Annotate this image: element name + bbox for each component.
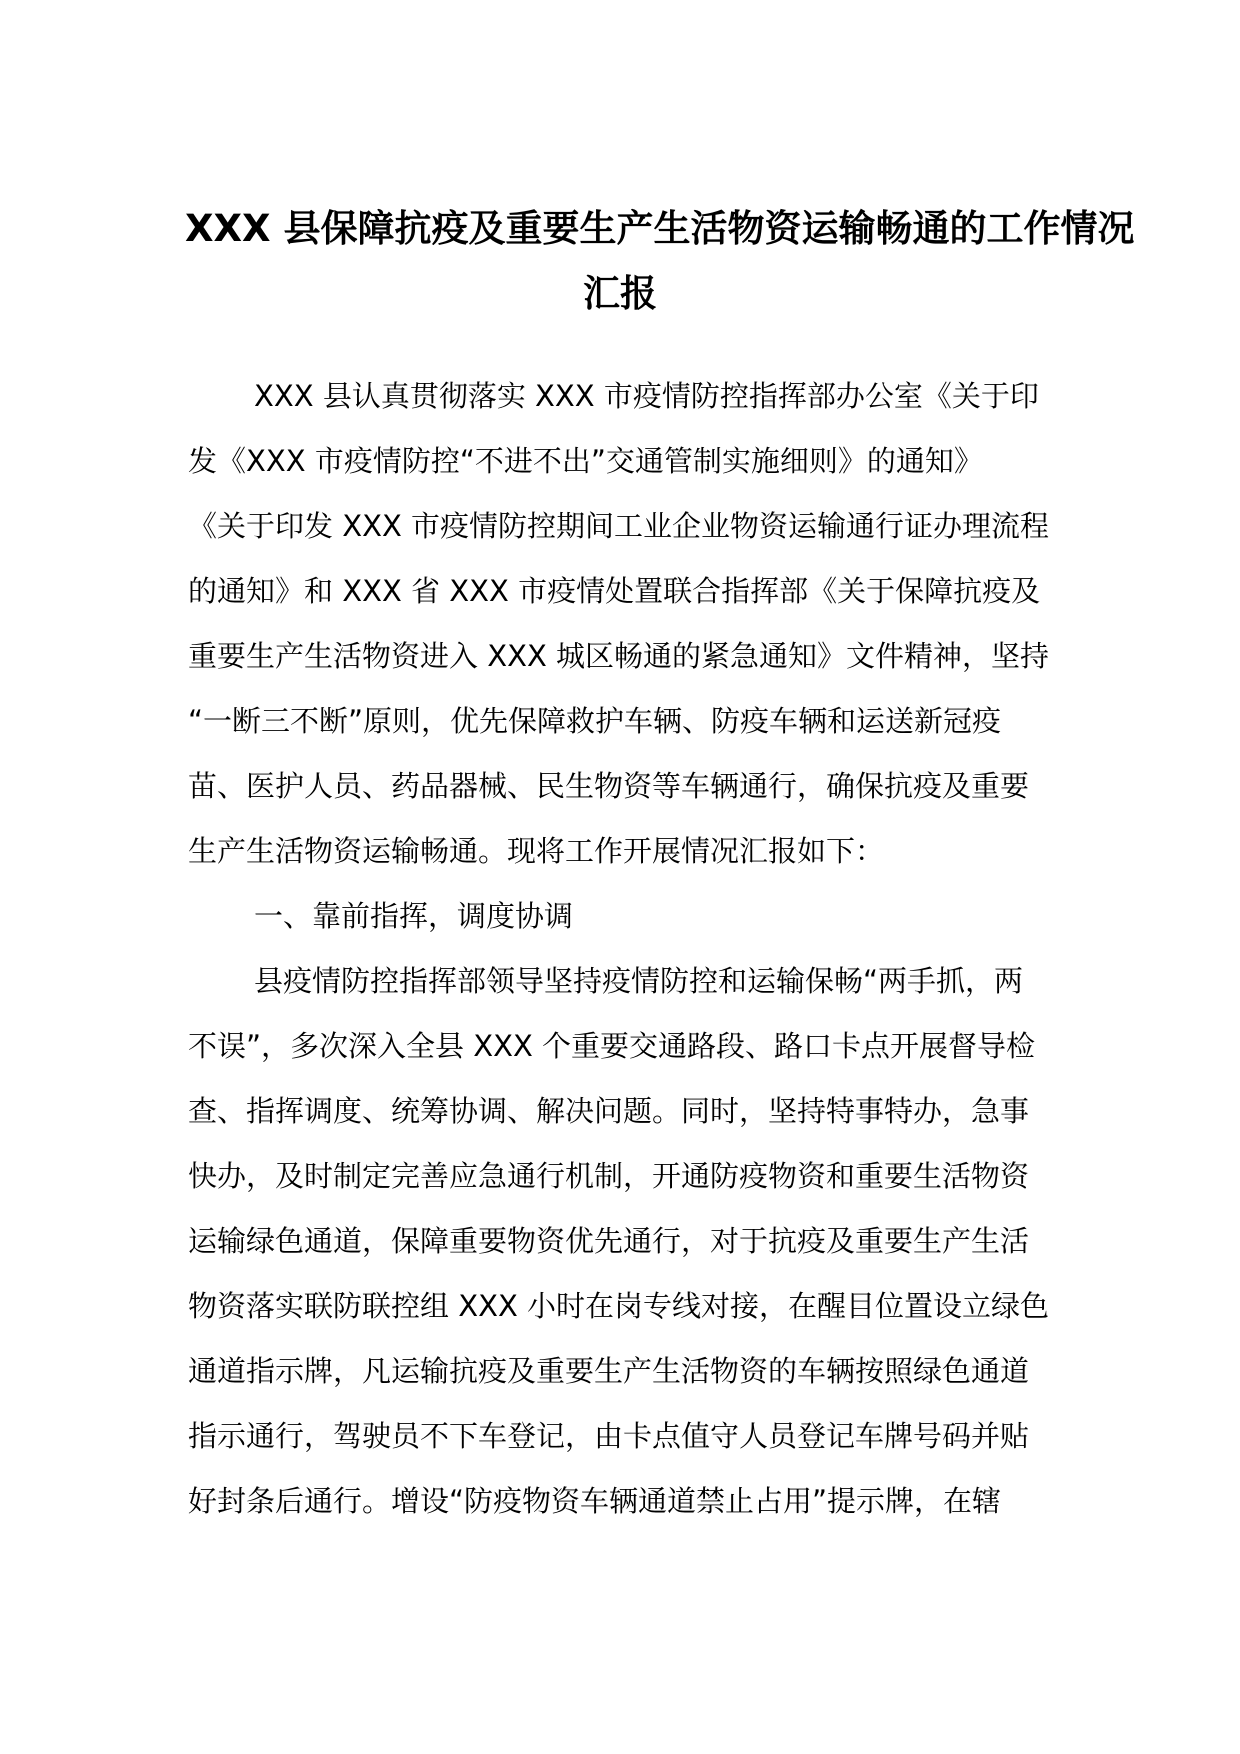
body-line: 运输绿色通道，保障重要物资优先通行，对于抗疫及重要生产生活 <box>188 1224 1030 1258</box>
body-line: 物资落实联防联控组 XXX 小时在岗专线对接，在醒目位置设立绿色 <box>188 1289 1050 1323</box>
body-line: XXX 县认真贯彻落实 XXX 市疫情防控指挥部办公室《关于印 <box>254 379 1039 413</box>
body-line: 《关于印发 XXX 市疫情防控期间工业企业物资运输通行证办理流程 <box>188 509 1050 543</box>
body-line: 重要生产生活物资进入 XXX 城区畅通的紧急通知》文件精神，坚持 <box>188 639 1050 673</box>
body-line: 通道指示牌，凡运输抗疫及重要生产生活物资的车辆按照绿色通道 <box>188 1354 1030 1388</box>
body-line: 生产生活物资运输畅通。现将工作开展情况汇报如下： <box>188 834 885 868</box>
document-body <box>188 364 1054 1534</box>
body-line: 查、指挥调度、统筹协调、解决问题。同时，坚持特事特办，急事 <box>188 1094 1030 1128</box>
body-line: 县疫情防控指挥部领导坚持疫情防控和运输保畅“两手抓，两 <box>254 964 1024 998</box>
body-line: “一断三不断”原则，优先保障救护车辆、防疫车辆和运送新冠疫 <box>188 704 1002 738</box>
body-line: 发《XXX 市疫情防控“不进不出”交通管制实施细则》的通知》 <box>188 444 983 478</box>
body-line: 苗、医护人员、药品器械、民生物资等车辆通行，确保抗疫及重要 <box>188 769 1030 803</box>
body-line: 快办，及时制定完善应急通行机制，开通防疫物资和重要生活物资 <box>188 1159 1030 1193</box>
body-line: 不误”，多次深入全县 XXX 个重要交通路段、路口卡点开展督导检 <box>188 1029 1036 1063</box>
title-line: 汇报 <box>583 272 657 315</box>
section-heading: 一、靠前指挥，调度协调 <box>254 899 574 933</box>
document-title <box>185 196 1135 326</box>
body-line: 指示通行，驾驶员不下车登记，由卡点值守人员登记车牌号码并贴 <box>188 1419 1030 1453</box>
title-line: XXX 县保障抗疫及重要生产生活物资运输畅通的工作情况 <box>185 207 1135 250</box>
body-line: 好封条后通行。增设“防疫物资车辆通道禁止占用”提示牌，在辖 <box>188 1484 1002 1518</box>
body-line: 的通知》和 XXX 省 XXX 市疫情处置联合指挥部《关于保障抗疫及 <box>188 574 1041 608</box>
